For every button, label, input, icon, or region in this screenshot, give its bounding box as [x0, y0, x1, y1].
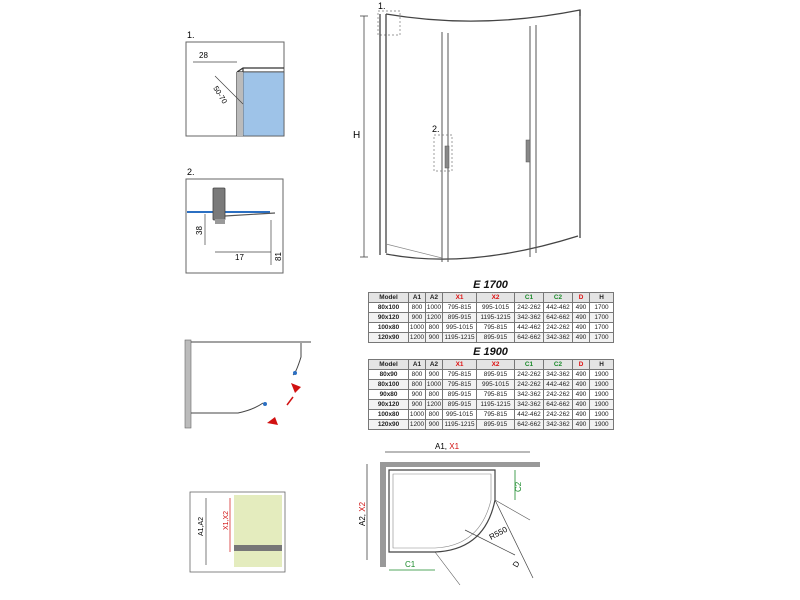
value-cell: 795-815 [443, 380, 477, 390]
col-header: C2 [544, 293, 573, 303]
value-cell: 900 [409, 390, 426, 400]
value-cell: 900 [409, 313, 426, 323]
marker-1-main: 1. [378, 1, 386, 11]
value-cell: 900 [426, 333, 443, 343]
dim-a1-label: A1, X1 [435, 442, 460, 451]
table-e1900-header [369, 360, 614, 370]
col-header: X1 [443, 293, 477, 303]
wall-profile-base [234, 545, 282, 551]
value-cell: 800 [426, 323, 443, 333]
value-cell: 342-362 [515, 390, 544, 400]
value-cell: 342-362 [544, 370, 573, 380]
value-cell: 895-915 [443, 390, 477, 400]
value-cell: 1200 [426, 401, 442, 408]
door-panel-line [225, 213, 275, 216]
value-cell: 642-662 [544, 313, 573, 323]
col-header: A1 [409, 293, 426, 303]
value-cell: 490 [573, 420, 590, 430]
value-cell: 1900 [590, 390, 614, 400]
detail-2-marker: 2. [187, 167, 195, 177]
main-elevation [350, 0, 595, 290]
value-cell: 1900 [590, 410, 614, 420]
value-cell: 442-462 [544, 303, 573, 313]
value-cell: 490 [573, 410, 590, 420]
value-cell: 795-815 [477, 323, 515, 333]
roller-icon [293, 371, 297, 375]
value-cell: 795-815 [477, 410, 515, 420]
dim-d-label: D [510, 559, 522, 569]
value-cell: 490 [573, 303, 590, 313]
door-swing-line [435, 552, 460, 585]
plan-fixed-panel-right [293, 343, 301, 375]
value-cell: 1000 [409, 411, 425, 418]
top-rail-arc [386, 10, 580, 21]
value-cell: 995-1015 [443, 410, 477, 420]
value-cell: 1195-1215 [477, 400, 515, 410]
handle-block [213, 188, 225, 220]
table-e1700 [368, 292, 614, 343]
col-header: H [590, 360, 614, 370]
dim-a2-label: A2, X2 [358, 501, 367, 526]
enclosure-outline [389, 470, 495, 552]
value-cell: 490 [573, 313, 590, 323]
left-wall-profile [380, 14, 386, 255]
detail-2-section [185, 165, 285, 275]
height-label: H [353, 130, 361, 141]
dim-28-label: 28 [199, 51, 208, 60]
col-header: A1 [409, 360, 426, 370]
detail-1-marker: 1. [187, 30, 195, 40]
table-row [369, 410, 614, 420]
value-cell: 995-1015 [477, 380, 515, 390]
model-cell: 80x100 [369, 303, 409, 313]
value-cell: 995-1015 [443, 323, 477, 333]
value-cell: 242-262 [515, 380, 544, 390]
value-cell: 1900 [590, 380, 614, 390]
value-cell: 1195-1215 [444, 421, 475, 428]
value-cell: 800 [409, 303, 426, 313]
value-cell: 895-915 [443, 400, 477, 410]
value-cell: 490 [573, 370, 590, 380]
value-cell: 442-462 [515, 323, 544, 333]
col-header: X2 [477, 360, 515, 370]
arrow-icon [287, 397, 293, 405]
value-cell: 242-262 [544, 390, 573, 400]
value-cell: 1200 [426, 314, 442, 321]
value-cell: 795-815 [443, 370, 477, 380]
value-cell: 342-362 [515, 400, 544, 410]
door-opening-plan [183, 335, 318, 435]
detail-1-glass [243, 72, 284, 136]
model-cell: 90x120 [369, 400, 409, 410]
value-cell: 795-815 [443, 303, 477, 313]
value-cell: 1200 [409, 334, 425, 341]
value-cell: 342-362 [544, 333, 573, 343]
value-cell: 800 [409, 370, 426, 380]
table-e1900-title: E 1900 [473, 346, 508, 358]
table-row [369, 323, 614, 333]
detail-1-post [237, 72, 243, 136]
wall-label-a: A1,A2 [198, 516, 205, 536]
value-cell: 1700 [590, 323, 614, 333]
value-cell: 1900 [590, 420, 614, 430]
col-header: X1 [443, 360, 477, 370]
plan-fixed-panel-bottom [191, 403, 263, 413]
col-header: C1 [515, 293, 544, 303]
wall-label-x: X1,X2 [223, 510, 230, 530]
value-cell: 1000 [426, 381, 442, 388]
plan-wall-left [380, 462, 386, 567]
value-cell: 242-262 [515, 303, 544, 313]
plan-wall-left [185, 340, 191, 428]
roller-icon [263, 402, 267, 406]
value-cell: 342-362 [515, 313, 544, 323]
arrow-icon [267, 417, 278, 425]
value-cell: 895-915 [477, 370, 515, 380]
value-cell: 900 [426, 420, 443, 430]
value-cell: 642-662 [515, 420, 544, 430]
dim-17-label: 17 [235, 253, 244, 262]
value-cell: 1195-1215 [477, 313, 515, 323]
col-header: A2 [426, 360, 443, 370]
handle-foot [215, 219, 225, 224]
marker-2-main: 2. [432, 124, 440, 134]
value-cell: 642-662 [544, 400, 573, 410]
dim-81-label: 81 [274, 252, 283, 261]
value-cell: 1900 [590, 400, 614, 410]
value-cell: 995-1015 [477, 303, 515, 313]
value-cell: 442-462 [544, 380, 573, 390]
value-cell: 1000 [426, 304, 442, 311]
table-row [369, 390, 614, 400]
bottom-rail-arc [386, 236, 578, 259]
col-header: A2 [426, 293, 443, 303]
model-cell: 80x100 [369, 380, 409, 390]
value-cell: 800 [426, 390, 443, 400]
table-row [369, 380, 614, 390]
arrow-icon [291, 383, 301, 393]
table-row [369, 370, 614, 380]
table-row [369, 333, 614, 343]
value-cell: 490 [573, 323, 590, 333]
value-cell: 490 [573, 333, 590, 343]
model-cell: 120x90 [369, 420, 409, 430]
table-row [369, 313, 614, 323]
dim-c1-label: C1 [405, 560, 416, 569]
value-cell: 1195-1215 [444, 334, 475, 341]
plan-wall-top [380, 462, 540, 467]
value-cell: 342-362 [544, 420, 573, 430]
table-e1700-header [369, 293, 614, 303]
table-row [369, 420, 614, 430]
col-header: Model [369, 293, 409, 303]
model-cell: 90x120 [369, 313, 409, 323]
wall-detail [188, 490, 288, 575]
value-cell: 1900 [590, 370, 614, 380]
value-cell: 900 [426, 370, 443, 380]
value-cell: 1700 [590, 333, 614, 343]
dim-c2-label: C2 [514, 481, 523, 492]
wall-tile-lower [234, 551, 282, 567]
value-cell: 490 [573, 390, 590, 400]
table-e1700-title: E 1700 [473, 279, 508, 291]
value-cell: 1200 [409, 421, 425, 428]
detail-2-callout-box [434, 135, 452, 171]
table-row [369, 303, 614, 313]
radius-label: R550 [487, 524, 509, 542]
value-cell: 895-915 [477, 333, 515, 343]
dim-38-label: 38 [195, 226, 204, 235]
wall-tile-area [234, 495, 282, 545]
col-header: C2 [544, 360, 573, 370]
value-cell: 795-815 [477, 390, 515, 400]
value-cell: 1000 [409, 324, 425, 331]
value-cell: 895-915 [443, 313, 477, 323]
col-header: X2 [477, 293, 515, 303]
value-cell: 490 [573, 380, 590, 390]
value-cell: 242-262 [515, 370, 544, 380]
value-cell: 490 [573, 400, 590, 410]
value-cell: 242-262 [544, 410, 573, 420]
model-cell: 100x80 [369, 410, 409, 420]
value-cell: 642-662 [515, 333, 544, 343]
model-cell: 90x80 [369, 390, 409, 400]
value-cell: 442-462 [515, 410, 544, 420]
plan-view [355, 440, 555, 595]
value-cell: 800 [409, 380, 426, 390]
col-header: D [573, 293, 590, 303]
table-e1900 [368, 359, 614, 430]
door-handle-left [445, 146, 449, 168]
detail-1-profile [185, 28, 295, 138]
model-cell: 80x90 [369, 370, 409, 380]
door-handle-right [526, 140, 530, 162]
col-header: D [573, 360, 590, 370]
value-cell: 900 [409, 400, 426, 410]
model-cell: 100x80 [369, 323, 409, 333]
col-header: H [590, 293, 614, 303]
value-cell: 242-262 [544, 323, 573, 333]
value-cell: 1700 [590, 313, 614, 323]
value-cell: 1700 [590, 303, 614, 313]
col-header: Model [369, 360, 409, 370]
value-cell: 895-915 [477, 420, 515, 430]
table-row [369, 400, 614, 410]
model-cell: 120x90 [369, 333, 409, 343]
dim-50-70-label: 50-70 [211, 84, 230, 106]
value-cell: 800 [426, 410, 443, 420]
col-header: C1 [515, 360, 544, 370]
